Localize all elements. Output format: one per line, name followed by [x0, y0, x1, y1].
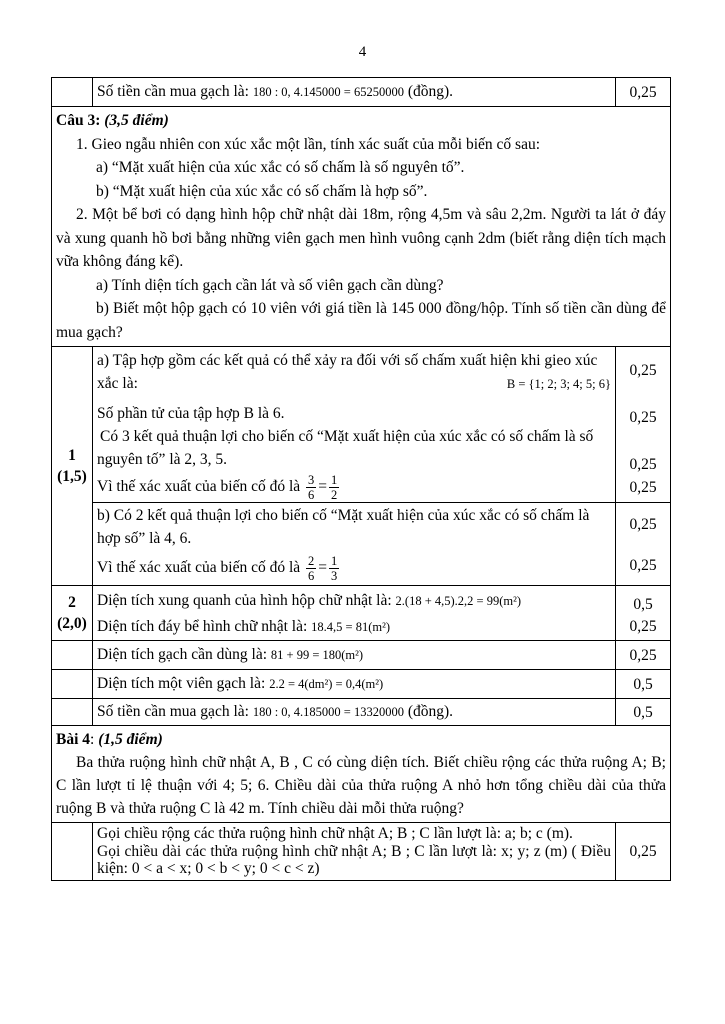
math-expression: 180 : 0, 4.185000 = 13320000: [252, 705, 404, 719]
question-row: [52, 107, 671, 347]
question-3: Câu 3: (3,5 điểm) 1. Gieo ngẫu nhiên con xúc xắc một lần, tính xác suất của mỗi biến cố sau: a) “Mặt xuất hiện của xúc xắc có số chấm là số nguyên tố”. b) “Mặt xuất hiện của xúc xắc có số chấm là hợp số”. 2. Một bể bơi có dạng hình hộp chữ nhật dài 18m, rộng 4,5m và sâu 2,2m. Người ta lát ở đáy và xung quanh hồ bơi bằng những viên gạch men hình vuông cạnh 2dm (biết rằng diện tích mạch vữa không đáng kể). a) Tính diện tích gạch cần lát và số viên gạch cần dùng? b) Biết một hộp gạch có 10 viên với giá tiền là 145 000 đồng/hộp. Tính số tiền cần dùng để mua gạch?: [52, 107, 671, 347]
table-row: [52, 347, 671, 503]
score-cell: 0,25: [616, 78, 671, 107]
math-expression: 18.4,5 = 81(m²): [311, 620, 391, 634]
part-label: 1 (1,5): [52, 347, 93, 586]
answer-cell: Số tiền cần mua gạch là: 180 : 0, 4.185000 = 13320000 (đồng).: [93, 699, 616, 726]
answer-cell: Diện tích gạch cần dùng là: 81 + 99 = 180(m²): [93, 641, 616, 670]
question-row: [52, 726, 671, 823]
math-expression: 2.2 = 4(dm²) = 0,4(m²): [269, 677, 384, 691]
score-cell: 0,5: [616, 699, 671, 726]
fraction: $\frac{1}{3}$: [331, 554, 338, 583]
table-row: [52, 641, 671, 670]
answer-cell: Gọi chiều rộng các thửa ruộng hình chữ nhật A; B ; C lần lượt là: a; b; c (m). Gọi chiều dài các thửa ruộng hình chữ nhật A; B ; C lần lượt là: x; y; z (m) ( Điều kiện: 0 < a < x; 0 < b < y; 0 < c < z): [93, 823, 616, 881]
answer-cell: Diện tích một viên gạch là: 2.2 = 4(dm²) = 0,4(m²): [93, 670, 616, 699]
table-row: [52, 78, 671, 107]
answer-cell: b) Có 2 kết quả thuận lợi cho biến cố “Mặt xuất hiện của xúc xắc có số chấm là hợp số” là 4, 6. Vì thế xác xuất của biến cố đó là $\frac{2}{6}$ = $\frac{1}{3}$: [93, 503, 616, 586]
score-cell: 0,5: [616, 670, 671, 699]
page-number: 4: [358, 44, 367, 60]
fraction: $\frac{3}{6}$: [308, 473, 315, 502]
table-row: [52, 670, 671, 699]
score-cell: 0,25: [616, 823, 671, 881]
math-expression: 180 : 0, 4.145000 = 65250000: [252, 85, 404, 99]
answer-cell: Diện tích xung quanh của hình hộp chữ nhật là: 2.(18 + 4,5).2,2 = 99(m²) Diện tích đáy bể hình chữ nhật là: 18.4,5 = 81(m²): [93, 586, 616, 641]
question-title: Bài 4: [56, 731, 91, 748]
answer-cell: Số tiền cần mua gạch là: 180 : 0, 4.145000 = 65250000 (đồng).: [93, 78, 616, 107]
table-row: [52, 586, 671, 641]
score-cell: 0,25 0,25 0,25 0,25: [616, 347, 671, 503]
score-cell: 0,5 0,25: [616, 586, 671, 641]
math-expression: 2.(18 + 4,5).2,2 = 99(m²): [395, 594, 522, 608]
set-notation: B = {1; 2; 3; 4; 5; 6}: [503, 377, 611, 391]
question-title: Câu 3:: [56, 112, 101, 129]
score-cell: 0,25 0,25: [616, 503, 671, 586]
fraction: $\frac{2}{6}$: [308, 554, 315, 583]
table-row: [52, 699, 671, 726]
part-label: 2 (2,0): [52, 586, 93, 641]
question-4: Bài 4: (1,5 điểm) Ba thửa ruộng hình chữ nhật A, B , C có cùng diện tích. Biết chiều rộng các thửa ruộng A; B; C lần lượt tỉ lệ thuận với 4; 5; 6. Chiều dài của thửa ruộng A nhỏ hơn tổng chiều dài của thửa ruộng B và thửa ruộng C là 42 m. Tính chiều dài mỗi thửa ruộng?: [52, 726, 671, 823]
math-expression: 81 + 99 = 180(m²): [270, 648, 364, 662]
answer-cell: a) Tập hợp gồm các kết quả có thể xảy ra đối với số chấm xuất hiện khi gieo xúc xắc là: B = {1; 2; 3; 4; 5; 6} Số phần tử của tập hợp B là 6. Có 3 kết quả thuận lợi cho biến cố “Mặt xuất hiện của xúc xắc có số chấm là số nguyên tố” là 2, 3, 5. Vì thế xác xuất của biến cố đó là $\frac{3}{6}$ = $\frac{1}{2}$: [93, 347, 616, 503]
table-row: [52, 503, 671, 586]
fraction: $\frac{1}{2}$: [331, 473, 338, 502]
answer-table: [51, 77, 671, 881]
score-cell: 0,25: [616, 641, 671, 670]
table-row: [52, 823, 671, 881]
